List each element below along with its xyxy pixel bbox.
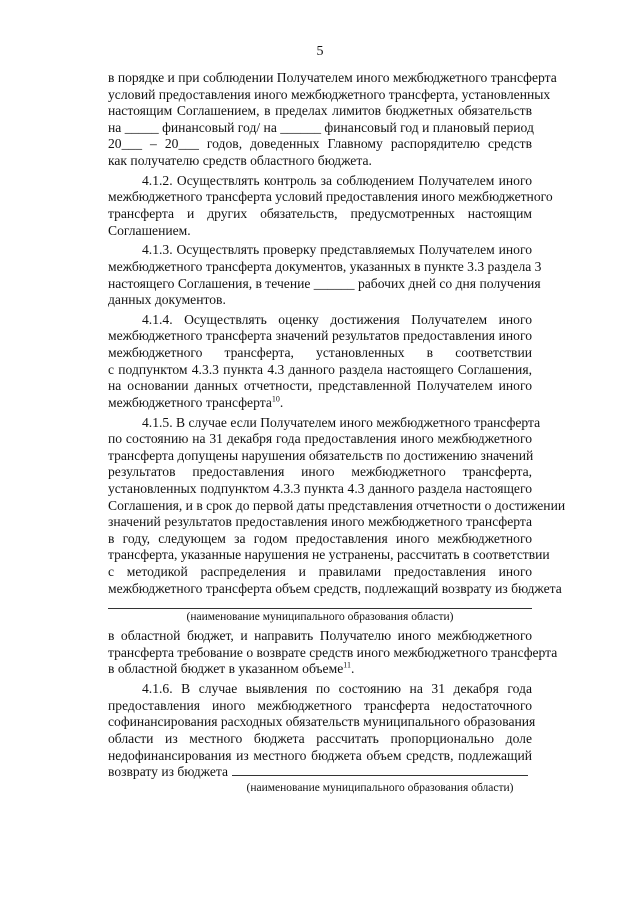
text-line: в областной бюджет, и направить Получателю иного межбюджетного bbox=[108, 628, 532, 644]
footnote-ref-11: 11 bbox=[343, 660, 351, 670]
field-caption: (наименование муниципального образования области) bbox=[246, 781, 514, 794]
paragraph-4-1-4 bbox=[108, 312, 532, 412]
text-line: в порядке и при соблюдении Получателем иного межбюджетного трансферта bbox=[108, 70, 557, 85]
text-line: межбюджетного трансферта объем средств, подлежащий возврату из бюджета bbox=[108, 580, 562, 596]
paragraph-intro bbox=[108, 70, 557, 170]
paragraph-4-1-5 bbox=[108, 414, 566, 625]
text-line: как получателю средств областного бюджета. bbox=[108, 152, 372, 168]
text-line: межбюджетного трансферта значений результатов предоставления иного bbox=[108, 328, 532, 344]
field-caption: (наименование муниципального образования области) bbox=[186, 611, 454, 624]
text-line: недофинансирования из местного бюджета объем средств, подлежащий bbox=[108, 747, 532, 763]
text-line: настоящим Соглашением, в пределах лимитов бюджетных обязательств bbox=[108, 103, 532, 119]
text-line: межбюджетного трансферта, установленных в соответствии bbox=[108, 345, 532, 361]
text-line bbox=[108, 764, 532, 781]
fill-in-line bbox=[108, 604, 532, 609]
text-line: Соглашения, и в срок до первой даты представления отчетности о достижении bbox=[108, 497, 566, 513]
text-line: установленных подпунктом 4.3.3 пункта 4.3 данного раздела настоящего bbox=[108, 481, 532, 496]
text-line: в областной бюджет в указанном объеме$^{11}$. bbox=[108, 660, 355, 677]
text-line: трансферта и других обязательств, предусмотренных настоящим bbox=[108, 205, 532, 221]
text-line: с подпунктом 4.3.3 пункта 4.3 данного раздела настоящего Соглашения, bbox=[108, 361, 532, 377]
footnote-ref-10: 10 bbox=[271, 394, 280, 404]
text-line: трансферта допущены нарушения обязательств по достижению значений bbox=[108, 447, 534, 463]
text-line: софинансирования расходных обязательств муниципального образования bbox=[108, 714, 536, 730]
paragraph-4-1-5-continued bbox=[108, 628, 558, 678]
text-line: трансферта требование о возврате средств иного межбюджетного трансферта bbox=[108, 644, 558, 660]
text-line: на _____ финансовый год/ на ______ финансовый год и плановый период bbox=[108, 119, 534, 135]
paragraph-4-1-6 bbox=[108, 681, 536, 795]
paragraph-4-1-3 bbox=[108, 242, 542, 308]
text-line: условий предоставления иного межбюджетного трансферта, установленных bbox=[108, 86, 551, 102]
text-line: 4.1.5. В случае если Получателем иного межбюджетного трансферта bbox=[142, 414, 541, 430]
paragraph-4-1-2 bbox=[108, 172, 553, 239]
text-line: результатов предоставления иного межбюджетного трансферта, bbox=[108, 464, 532, 480]
text-fragment: в областной бюджет в указанном объеме bbox=[108, 661, 344, 677]
text-line: 20___ – 20___ годов, доведенных Главному распорядителю средств bbox=[108, 136, 532, 152]
text-line: области из местного бюджета рассчитать пропорционально доле bbox=[108, 730, 532, 746]
text-line: настоящего Соглашения, в течение ______ рабочих дней со дня получения bbox=[108, 275, 541, 291]
text-line: межбюджетного трансферта условий предоставления иного межбюджетного bbox=[108, 189, 553, 205]
text-line: 4.1.2. Осуществлять контроль за соблюдением Получателем иного bbox=[142, 172, 532, 188]
text-line: 4.1.3. Осуществлять проверку представляемых Получателем иного bbox=[142, 242, 532, 258]
text-line: межбюджетного трансферта$^{10}$. bbox=[108, 394, 284, 410]
text-fragment: возврату из бюджета bbox=[108, 764, 229, 780]
text-fragment: межбюджетного трансферта bbox=[108, 394, 272, 410]
text-line: трансферта, указанные нарушения не устранены, рассчитать в соответствии bbox=[108, 547, 550, 563]
fill-in-line bbox=[232, 765, 528, 776]
page-number: 5 bbox=[316, 44, 324, 59]
document-body bbox=[108, 70, 566, 798]
text-line: по состоянию на 31 декабря года предоставления иного межбюджетного bbox=[108, 431, 532, 447]
text-line: 4.1.4. Осуществлять оценку достижения Получателем иного bbox=[142, 311, 532, 327]
text-line: предоставления иного межбюджетного трансферта недостаточного bbox=[108, 697, 532, 713]
text-line: Соглашением. bbox=[108, 222, 191, 238]
text-line: 4.1.6. В случае выявления по состоянию на 31 декабря года bbox=[142, 681, 532, 697]
text-line: значений результатов предоставления иного межбюджетного трансферта bbox=[108, 514, 532, 530]
text-line: межбюджетного трансферта документов, указанных в пункте 3.3 раздела 3 bbox=[108, 258, 542, 274]
text-line: в году, следующем за годом предоставления иного межбюджетного bbox=[108, 530, 532, 546]
text-line: на основании данных отчетности, представленной Получателем иного bbox=[108, 378, 532, 394]
text-line: с методикой распределения и правилами предоставления иного bbox=[108, 563, 532, 579]
text-line: данных документов. bbox=[108, 292, 226, 308]
